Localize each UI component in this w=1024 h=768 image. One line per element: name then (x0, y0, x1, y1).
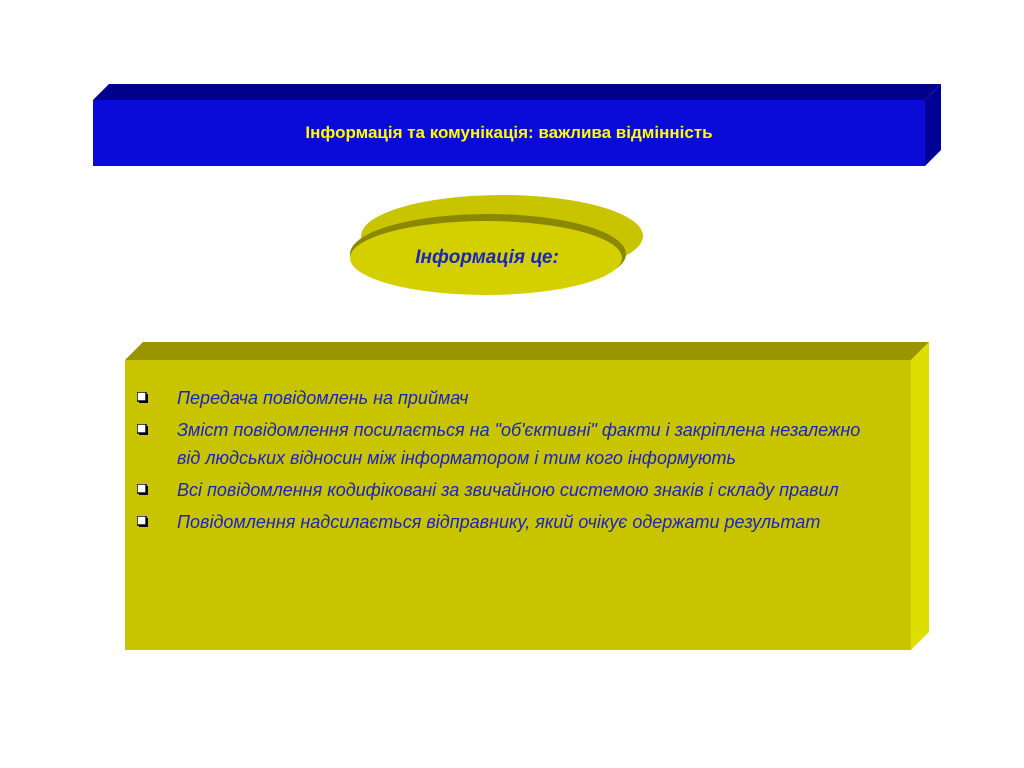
bullet-list (134, 384, 874, 540)
checkbox-bullet-icon (137, 516, 148, 527)
checkbox-bullet-icon (137, 484, 148, 495)
bullet-text: Передача повідомлень на приймач (177, 388, 469, 408)
list-item (134, 384, 874, 412)
bullet-text: Повідомлення надсилається відправнику, який очікує одержати результат (177, 512, 821, 532)
bullet-text: Зміст повідомлення посилається на "об'єктивні" факти і закріплена незалежно від людських відносин між інформатором і тим кого інформують (177, 420, 861, 468)
list-item (134, 416, 874, 472)
list-item (134, 508, 874, 536)
slide-title: Інформація та комунікація: важлива відмінність (305, 123, 713, 142)
oval-label: Інформація це: (415, 247, 559, 268)
checkbox-bullet-icon (137, 392, 148, 403)
list-item (134, 476, 874, 504)
bullet-text: Всі повідомлення кодифіковані за звичайною системою знаків і складу правил (177, 480, 839, 500)
checkbox-bullet-icon (137, 424, 148, 435)
